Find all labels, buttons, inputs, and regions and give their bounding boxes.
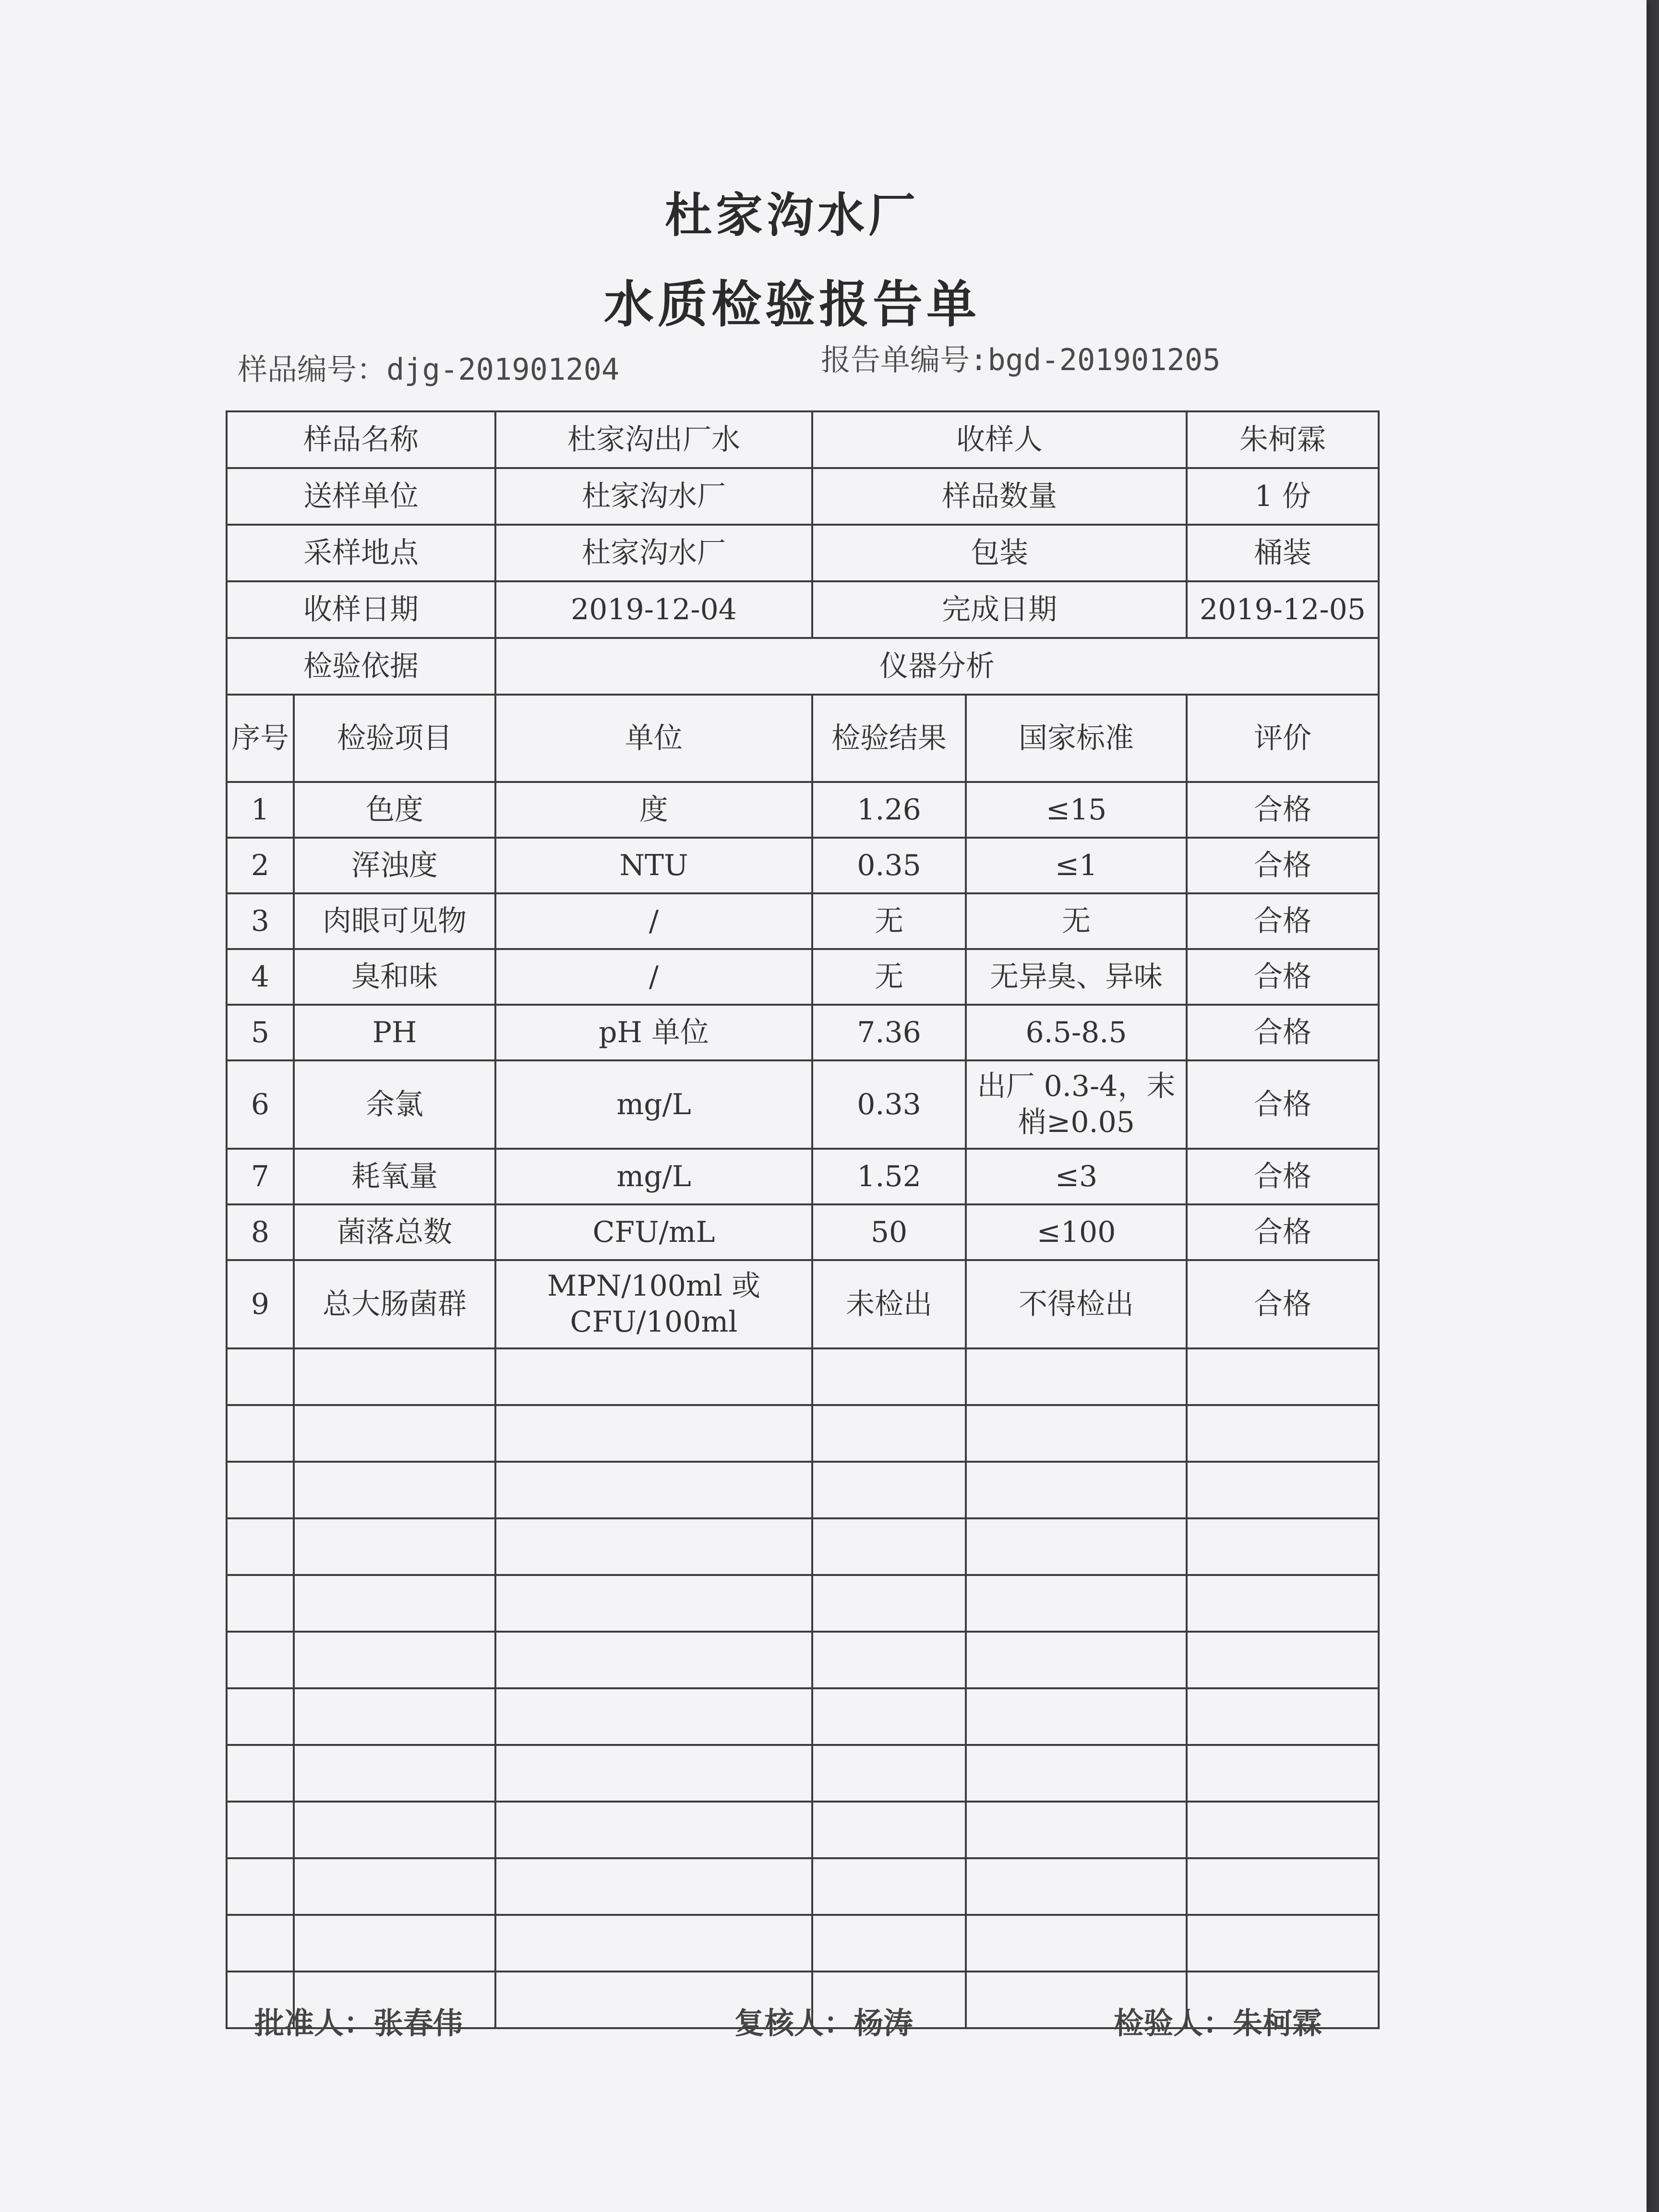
row-index: 7 — [227, 1149, 294, 1204]
sample-number: 样品编号：djg-201901204 — [238, 352, 620, 387]
empty-row — [227, 1745, 1379, 1802]
unit: mg/L — [495, 1149, 812, 1204]
standard: 无异臭、异味 — [966, 949, 1187, 1005]
result: 无 — [812, 949, 966, 1005]
evaluation: 合格 — [1187, 893, 1379, 949]
row-index: 6 — [227, 1060, 294, 1149]
empty-row — [227, 1802, 1379, 1858]
info-value: 1 份 — [1187, 468, 1379, 525]
standard: 不得检出 — [966, 1260, 1187, 1348]
info-label: 包装 — [812, 525, 1187, 581]
test-item: 余氯 — [294, 1060, 495, 1149]
report-number: 报告单编号:bgd-201901205 — [821, 342, 1221, 377]
standard: 6.5-8.5 — [966, 1005, 1187, 1060]
row-index: 2 — [227, 838, 294, 893]
unit: NTU — [495, 838, 812, 893]
row-index: 9 — [227, 1260, 294, 1348]
test-item: PH — [294, 1005, 495, 1060]
info-label: 完成日期 — [812, 581, 1187, 638]
empty-row — [227, 1858, 1379, 1915]
table-row — [227, 1060, 1379, 1149]
result: 0.35 — [812, 838, 966, 893]
info-row-dates — [227, 581, 1379, 638]
plant-name: 杜家沟水厂 — [664, 188, 919, 243]
test-item: 总大肠菌群 — [294, 1260, 495, 1348]
test-item: 菌落总数 — [294, 1204, 495, 1260]
test-item: 浑浊度 — [294, 838, 495, 893]
test-item: 臭和味 — [294, 949, 495, 1005]
reviewer-signature: 复核人：杨涛 — [734, 2006, 914, 2041]
standard: 出厂 0.3-4，末梢≥0.05 — [966, 1060, 1187, 1149]
unit: mg/L — [495, 1060, 812, 1149]
empty-row — [227, 1348, 1379, 1405]
info-value: 仪器分析 — [495, 638, 1379, 695]
unit: MPN/100ml 或 CFU/100ml — [495, 1260, 812, 1348]
info-value: 朱柯霖 — [1187, 411, 1379, 468]
column-header: 序号 — [227, 695, 294, 782]
info-row-location — [227, 525, 1379, 581]
evaluation: 合格 — [1187, 1005, 1379, 1060]
result: 0.33 — [812, 1060, 966, 1149]
table-row — [227, 1204, 1379, 1260]
info-label: 收样日期 — [227, 581, 495, 638]
unit: pH 单位 — [495, 1005, 812, 1060]
empty-row — [227, 1575, 1379, 1632]
inspection-table — [226, 410, 1380, 2029]
row-index: 4 — [227, 949, 294, 1005]
row-index: 1 — [227, 782, 294, 838]
column-header: 检验结果 — [812, 695, 966, 782]
empty-row — [227, 1688, 1379, 1745]
evaluation: 合格 — [1187, 782, 1379, 838]
unit: / — [495, 893, 812, 949]
info-label: 送样单位 — [227, 468, 495, 525]
evaluation: 合格 — [1187, 838, 1379, 893]
result: 无 — [812, 893, 966, 949]
info-label: 样品名称 — [227, 411, 495, 468]
row-index: 5 — [227, 1005, 294, 1060]
table-row — [227, 893, 1379, 949]
info-label: 检验依据 — [227, 638, 495, 695]
info-label: 收样人 — [812, 411, 1187, 468]
info-value: 2019-12-04 — [495, 581, 812, 638]
row-index: 8 — [227, 1204, 294, 1260]
table-row — [227, 838, 1379, 893]
evaluation: 合格 — [1187, 1060, 1379, 1149]
table-header — [227, 695, 1379, 782]
empty-row — [227, 1462, 1379, 1518]
info-value: 杜家沟水厂 — [495, 525, 812, 581]
info-row-sender — [227, 468, 1379, 525]
info-row-sample-name — [227, 411, 1379, 468]
column-header: 检验项目 — [294, 695, 495, 782]
unit: / — [495, 949, 812, 1005]
standard: 无 — [966, 893, 1187, 949]
test-item: 肉眼可见物 — [294, 893, 495, 949]
column-header: 单位 — [495, 695, 812, 782]
info-label: 样品数量 — [812, 468, 1187, 525]
unit: 度 — [495, 782, 812, 838]
empty-row — [227, 1915, 1379, 1972]
result: 50 — [812, 1204, 966, 1260]
info-value: 桶装 — [1187, 525, 1379, 581]
evaluation: 合格 — [1187, 1149, 1379, 1204]
approver-signature: 批准人：张春伟 — [254, 2006, 463, 2041]
info-row-basis — [227, 638, 1379, 695]
test-item: 耗氧量 — [294, 1149, 495, 1204]
table-row — [227, 949, 1379, 1005]
empty-row — [227, 1518, 1379, 1575]
evaluation: 合格 — [1187, 1204, 1379, 1260]
empty-row — [227, 1405, 1379, 1462]
info-value: 杜家沟出厂水 — [495, 411, 812, 468]
empty-row — [227, 1632, 1379, 1688]
standard: ≤100 — [966, 1204, 1187, 1260]
info-value: 2019-12-05 — [1187, 581, 1379, 638]
standard: ≤15 — [966, 782, 1187, 838]
result: 1.52 — [812, 1149, 966, 1204]
table-row — [227, 1149, 1379, 1204]
standard: ≤1 — [966, 838, 1187, 893]
evaluation: 合格 — [1187, 1260, 1379, 1348]
result: 7.36 — [812, 1005, 966, 1060]
info-label: 采样地点 — [227, 525, 495, 581]
table-row — [227, 1005, 1379, 1060]
result: 未检出 — [812, 1260, 966, 1348]
test-item: 色度 — [294, 782, 495, 838]
row-index: 3 — [227, 893, 294, 949]
table-row — [227, 1260, 1379, 1348]
unit: CFU/mL — [495, 1204, 812, 1260]
table-row — [227, 782, 1379, 838]
column-header: 评价 — [1187, 695, 1379, 782]
report-title: 水质检验报告单 — [603, 275, 980, 334]
info-value: 杜家沟水厂 — [495, 468, 812, 525]
column-header: 国家标准 — [966, 695, 1187, 782]
standard: ≤3 — [966, 1149, 1187, 1204]
result: 1.26 — [812, 782, 966, 838]
evaluation: 合格 — [1187, 949, 1379, 1005]
inspector-signature: 检验人：朱柯霖 — [1114, 2006, 1322, 2041]
